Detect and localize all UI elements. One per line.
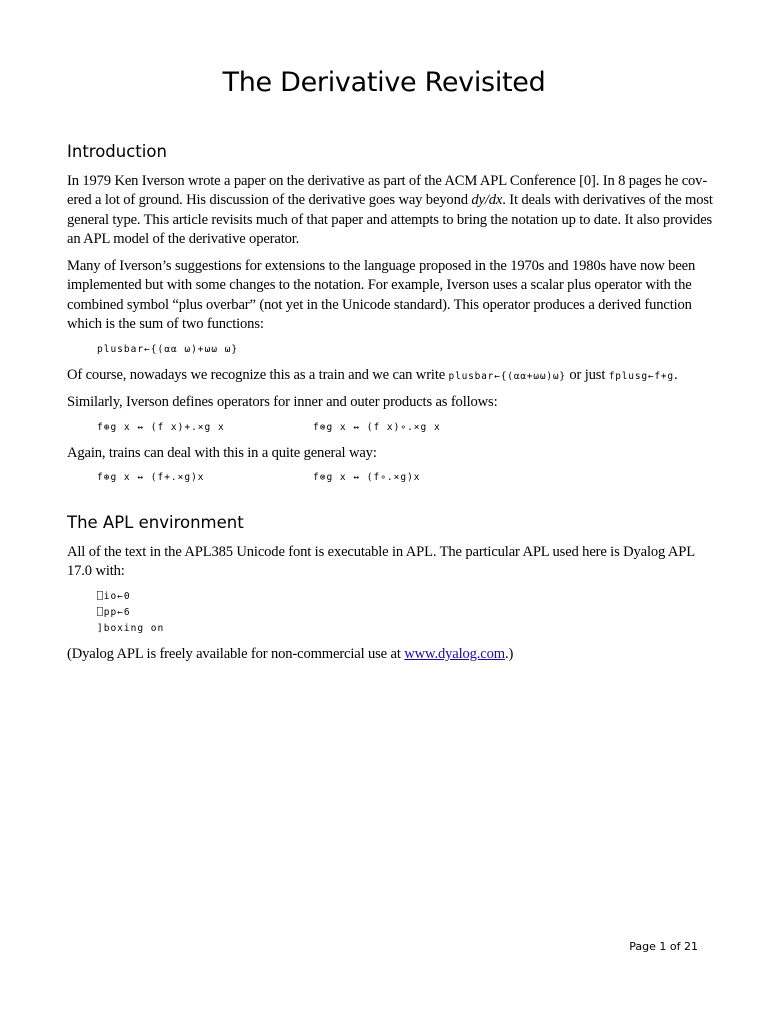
text-segment: .) [504, 646, 514, 662]
text-line: In 1979 Ken Iverson wrote a paper on the derivative as part of the ACM APL Conference [0]. In 8 pages he cov- [67, 173, 708, 189]
intro-paragraph-5 [67, 444, 697, 463]
text-line: Many of Iverson’s suggestions for extensions to the language proposed in the 1970s and 1980s have now been [67, 258, 696, 274]
text-segment: Of course, nowadays we recognize this as a train and we can write [67, 367, 449, 383]
code-pp-setting: ⎕pp←6 [97, 607, 131, 618]
text-line: combined symbol “plus overbar” (not yet in the Unicode standard). This operator produces a derived function [67, 296, 692, 313]
env-paragraph-2 [67, 645, 697, 664]
intro-paragraph-1 [67, 172, 713, 250]
section-heading-introduction: Introduction [67, 142, 167, 161]
text-line: 17.0 with: [67, 563, 125, 580]
text-line: implemented but with some changes to the notation. For example, Iverson uses a scalar plus operator with the [67, 277, 692, 294]
text-line: which is the sum of two functions: [67, 316, 264, 333]
text-line [67, 191, 713, 210]
intro-paragraph-3 [67, 366, 697, 386]
text-line [67, 645, 697, 664]
section-heading-apl-environment: The APL environment [67, 513, 244, 532]
intro-paragraph-2 [67, 257, 697, 335]
page-title: The Derivative Revisited [222, 67, 546, 98]
code-plusbar-dfn: plusbar←{(⍺⍺ ⍵)+⍵⍵ ⍵} [97, 344, 239, 355]
text-segment: . [673, 367, 678, 383]
text-line: Similarly, Iverson defines operators for inner and outer products as follows: [67, 394, 498, 410]
page-number: Page 1 of 21 [629, 940, 698, 953]
code-inner-product-train: f⊕g x ↔ (f+.×g)x [97, 472, 205, 483]
env-paragraph-1 [67, 543, 697, 582]
text-line: general type. This article revisits much of that paper and attempts to bring the notation up to date. It also provides [67, 211, 713, 228]
code-inner-product-def: f⊕g x ↔ (f x)+.×g x [97, 422, 225, 433]
text-segment: (Dyalog APL is freely available for non-commercial use at [67, 646, 405, 662]
text-line: All of the text in the APL385 Unicode font is executable in APL. The particular APL used here is Dyalog APL [67, 544, 695, 560]
code-io-setting: ⎕io←0 [97, 591, 131, 602]
text-segment: or just [565, 367, 609, 383]
text-segment: . It deals with derivatives of the most [502, 192, 713, 209]
dyalog-link[interactable]: www.dyalog.com [404, 646, 505, 662]
code-outer-product-def: f⊗g x ↔ (f x)∘.×g x [313, 422, 441, 433]
math-expression: dy/dx [471, 192, 503, 209]
code-boxing-setting: ]boxing on [97, 623, 165, 634]
inline-code-plusbar-train: plusbar←{(⍺⍺+⍵⍵)⍵} [448, 371, 566, 382]
intro-paragraph-4 [67, 393, 697, 412]
text-line: Again, trains can deal with this in a quite general way: [67, 445, 377, 461]
inline-code-fplusg: fplusg←f+g [608, 371, 674, 382]
text-line: an APL model of the derivative operator. [67, 231, 300, 248]
text-line [67, 366, 697, 386]
code-outer-product-train: f⊗g x ↔ (f∘.×g)x [313, 472, 421, 483]
text-segment: ered a lot of ground. His discussion of the derivative goes way beyond [67, 192, 472, 209]
